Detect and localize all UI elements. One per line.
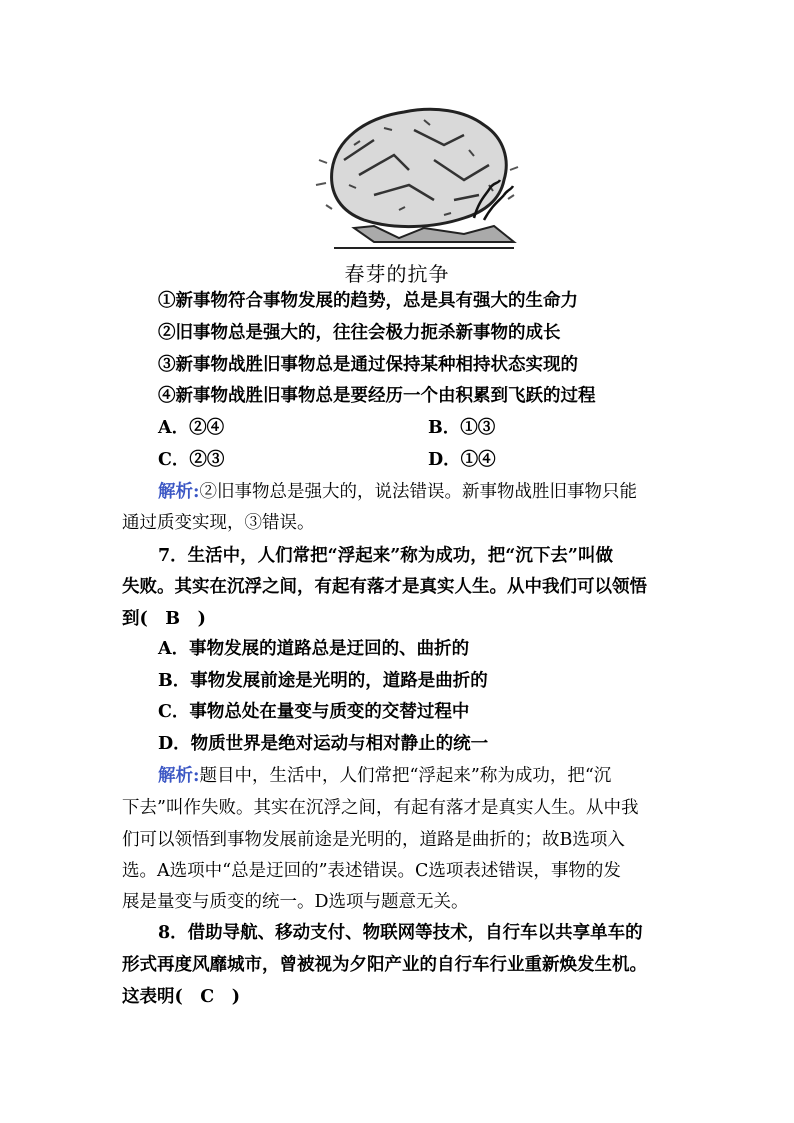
statement-2: ②旧事物总是强大的，往往会极力扼杀新事物的成长 bbox=[158, 323, 561, 343]
q7-option-c: C．事物总处在量变与质变的交替过程中 bbox=[158, 702, 470, 722]
q7-stem-line-2: 失败。其实在沉浮之间，有起有落才是真实人生。从中我们可以领悟 bbox=[122, 577, 647, 597]
q7-stem-line-1: 7．生活中，人们常把“浮起来”称为成功，把“沉下去”叫做 bbox=[158, 546, 613, 566]
q6-option-c: C．②③ bbox=[158, 450, 225, 470]
q7-analysis-line-3: 们可以领悟到事物发展前途是光明的，道路是曲折的；故B选项入 bbox=[122, 830, 625, 850]
figure-caption: 春芽的抗争 bbox=[344, 262, 450, 286]
q6-option-d: D．①④ bbox=[428, 450, 496, 470]
q8-stem-line-2: 形式再度风靡城市，曾被视为夕阳产业的自行车行业重新焕发生机。 bbox=[122, 955, 647, 975]
q7-option-a: A．事物发展的道路总是迂回的、曲折的 bbox=[158, 639, 470, 659]
q6-analysis-line-1 bbox=[158, 481, 637, 503]
q7-option-d: D．物质世界是绝对运动与相对静止的统一 bbox=[158, 734, 489, 754]
q6-analysis-line-2: 通过质变实现，③错误。 bbox=[122, 513, 315, 533]
q7-option-b: B．事物发展前途是光明的，道路是曲折的 bbox=[158, 671, 488, 691]
analysis-label: 解析: bbox=[158, 766, 200, 786]
q7-stem-line-3: 到( B ) bbox=[122, 609, 206, 629]
statement-4: ④新事物战胜旧事物总是要经历一个由积累到飞跃的过程 bbox=[158, 386, 596, 406]
q7-analysis-text-1: 题目中，生活中，人们常把“浮起来”称为成功，把“沉 bbox=[199, 766, 612, 786]
analysis-label: 解析: bbox=[158, 482, 200, 502]
statement-3: ③新事物战胜旧事物总是通过保持某种相持状态实现的 bbox=[158, 355, 578, 375]
q6-option-b: B．①③ bbox=[428, 418, 496, 438]
q7-analysis-line-5: 展是量变与质变的统一。D选项与题意无关。 bbox=[122, 892, 469, 912]
rock-sprout-illustration bbox=[314, 100, 524, 250]
q7-analysis-line-1 bbox=[158, 765, 611, 787]
q7-analysis-line-4: 选。A选项中“总是迂回的”表述错误。C选项表述错误，事物的发 bbox=[122, 861, 621, 881]
q8-stem-line-1: 8．借助导航、移动支付、物联网等技术，自行车以共享单车的 bbox=[158, 923, 643, 943]
q6-option-a: A．②④ bbox=[158, 418, 225, 438]
q8-stem-line-3: 这表明( C ) bbox=[122, 987, 240, 1007]
q7-analysis-line-2: 下去”叫作失败。其实在沉浮之间，有起有落才是真实人生。从中我 bbox=[122, 798, 639, 818]
statement-1: ①新事物符合事物发展的趋势，总是具有强大的生命力 bbox=[158, 291, 578, 311]
q6-analysis-text-1: ②旧事物总是强大的，说法错误。新事物战胜旧事物只能 bbox=[199, 482, 637, 502]
